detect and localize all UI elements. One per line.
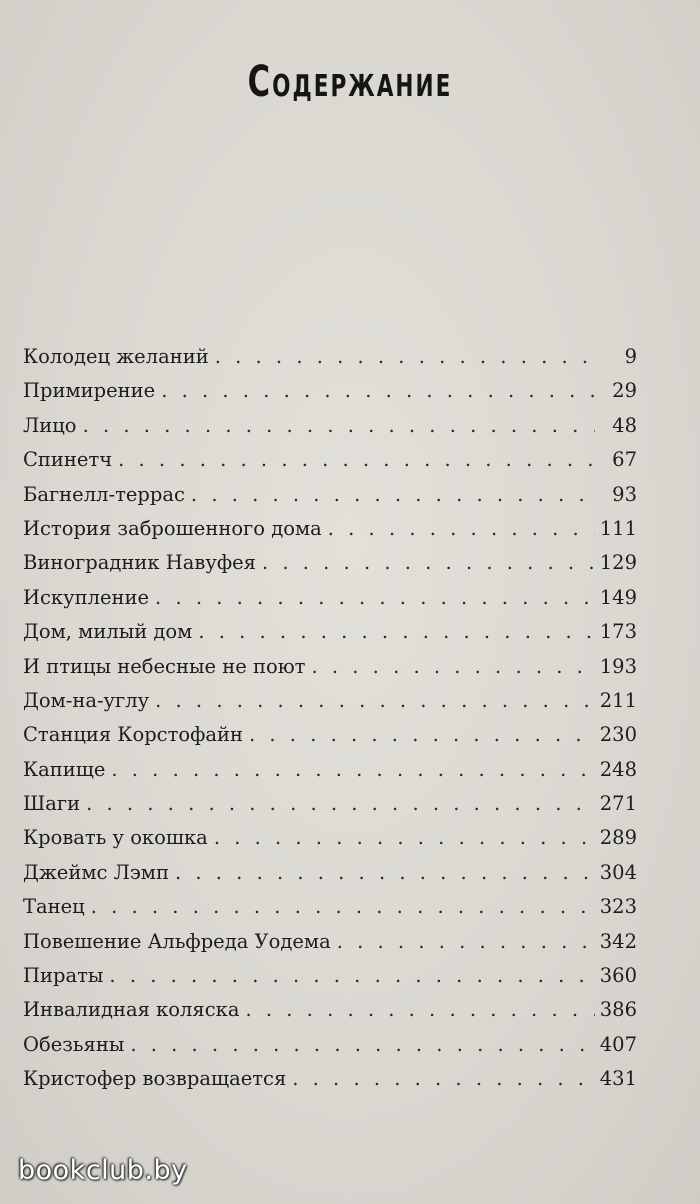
dot-leader (292, 1062, 595, 1096)
toc-entry (23, 1062, 637, 1096)
toc-entry-title: Лицо (23, 413, 77, 437)
toc-entry-page: 248 (599, 757, 637, 781)
toc-entry-page: 111 (599, 516, 637, 540)
toc-entry-title: Кристофер возвращается (23, 1067, 287, 1091)
dot-leader (155, 581, 595, 615)
toc-entry-page: 149 (599, 585, 637, 609)
toc-entry-page: 48 (612, 413, 637, 437)
toc-entry (23, 650, 637, 684)
toc-entry-title: Багнелл-террас (23, 482, 185, 506)
toc-entry-title: Примирение (23, 379, 156, 403)
toc-entry (23, 993, 637, 1027)
toc-entry-title: Искупление (23, 585, 150, 609)
toc-entry (23, 615, 637, 649)
dot-leader (215, 340, 595, 374)
toc-entry-page: 29 (612, 379, 637, 403)
toc-entry (23, 925, 637, 959)
toc-entry (23, 1028, 637, 1062)
dot-leader (191, 478, 595, 512)
toc-entry-page: 407 (599, 1032, 637, 1056)
toc-entry-page: 323 (599, 895, 637, 919)
toc-entry (23, 787, 637, 821)
toc-entry-page: 386 (599, 998, 637, 1022)
toc-entry (23, 409, 637, 443)
toc-entry-page: 211 (599, 688, 637, 712)
toc-entry-title: Капище (23, 757, 106, 781)
toc-entry-page: 67 (612, 448, 637, 472)
toc-entry (23, 374, 637, 408)
toc-entry-page: 271 (599, 792, 637, 816)
toc-entry-page: 431 (599, 1067, 637, 1091)
dot-leader (328, 512, 595, 546)
dot-leader (249, 718, 595, 752)
dot-leader (214, 821, 595, 855)
toc-entry-page: 342 (599, 929, 637, 953)
dot-leader (155, 684, 595, 718)
toc-entry-title: Спинетч (23, 448, 113, 472)
toc-entry-page: 9 (624, 345, 637, 368)
dot-leader (111, 753, 595, 787)
dot-leader (337, 925, 595, 959)
page-title: Содержание (247, 57, 453, 107)
toc-entry (23, 821, 637, 855)
toc-entry (23, 512, 637, 546)
dot-leader (311, 650, 595, 684)
site-watermark: bookclub.by (18, 1155, 188, 1186)
toc-entry-title: И птицы небесные не поют (23, 654, 306, 678)
toc-entry-title: Танец (23, 895, 85, 919)
dot-leader (83, 409, 595, 443)
toc-entry-page: 193 (599, 654, 637, 678)
dot-leader (91, 890, 595, 924)
dot-leader (161, 374, 595, 408)
toc-entry-page: 304 (599, 860, 637, 884)
toc-entry-page: 360 (599, 964, 637, 988)
toc-entry-title: Повешение Альфреда Уодема (23, 929, 331, 953)
toc-entry-title: Виноградник Навуфея (23, 551, 256, 575)
toc-entry (23, 718, 637, 752)
dot-leader (118, 443, 595, 477)
toc-entry (23, 443, 637, 477)
dot-leader (262, 546, 595, 580)
dot-leader (175, 856, 595, 890)
toc-entry-title: Дом, милый дом (23, 620, 193, 644)
toc-entry-title: Пираты (23, 964, 104, 988)
toc-entry-page: 129 (599, 551, 637, 575)
toc-entry (23, 890, 637, 924)
toc-entry-page: 173 (599, 620, 637, 644)
dot-leader (109, 959, 595, 993)
toc-entry-page: 230 (599, 723, 637, 747)
toc-entry (23, 684, 637, 718)
toc-entry-page: 289 (599, 826, 637, 850)
dot-leader (198, 615, 595, 649)
toc-entry-title: Колодец желаний (23, 345, 209, 368)
toc-entry (23, 856, 637, 890)
toc-entry-page: 93 (612, 482, 637, 506)
toc-entry (23, 959, 637, 993)
toc-entry-title: Дом-на-углу (23, 688, 150, 712)
toc-entry-title: История заброшенного дома (23, 516, 322, 540)
toc-entry-title: Джеймс Лэмп (23, 860, 169, 884)
toc-entry (23, 546, 637, 580)
toc-entry-title: Шаги (23, 792, 81, 816)
toc-entry-title: Обезьяны (23, 1032, 125, 1056)
dot-leader (245, 993, 595, 1027)
toc-entry-title: Станция Корстофайн (23, 723, 244, 747)
toc-entry (23, 581, 637, 615)
toc-entry-title: Кровать у окошка (23, 826, 208, 850)
dot-leader (130, 1028, 595, 1062)
toc-entry (23, 753, 637, 787)
table-of-contents (23, 340, 637, 1097)
toc-entry (23, 478, 637, 512)
toc-entry-title: Инвалидная коляска (23, 998, 240, 1022)
toc-entry (23, 340, 637, 374)
dot-leader (86, 787, 595, 821)
